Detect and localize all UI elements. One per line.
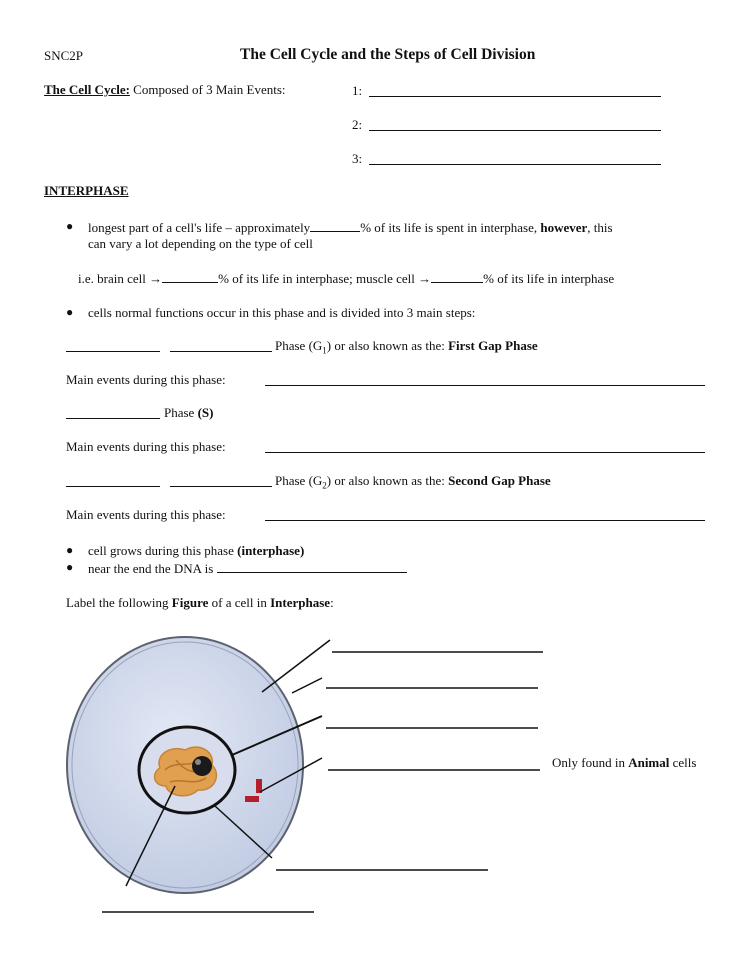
event-1-num: 1: xyxy=(352,83,363,98)
nucleolus xyxy=(192,756,212,776)
pointer-line xyxy=(262,640,330,692)
page-title: The Cell Cycle and the Steps of Cell Division xyxy=(240,46,536,63)
bullet3: cell grows during this phase (interphase) xyxy=(88,543,305,558)
figure-instruction: Label the following Figure of a cell in Interphase: xyxy=(66,595,334,610)
cell-cycle-label: The Cell Cycle: xyxy=(44,82,130,97)
course-code: SNC2P xyxy=(44,48,84,63)
g2-main-events: Main events during this phase: xyxy=(66,507,226,522)
event-3-num: 3: xyxy=(352,151,363,166)
g1-main-events: Main events during this phase: xyxy=(66,372,226,387)
bullet-dot: ● xyxy=(66,543,74,557)
animal-note: Only found in Animal cells xyxy=(552,755,697,770)
bullet2: cells normal functions occur in this phase and is divided into 3 main steps: xyxy=(88,305,476,320)
s-main-events: Main events during this phase: xyxy=(66,439,226,454)
bullet1-line1: longest part of a cell's life – approximately % of its life is spent in interphase, however, this xyxy=(88,220,613,235)
ie-line: i.e. brain cell → % of its life in interphase; muscle cell → % of its life in interphase xyxy=(78,271,615,286)
bullet-dot: ● xyxy=(66,305,74,319)
bullet-dot: ● xyxy=(66,560,74,574)
bullet4: near the end the DNA is xyxy=(88,560,407,577)
centriole-horizontal xyxy=(245,796,259,802)
cell-cycle-text: Composed of 3 Main Events: xyxy=(133,82,286,97)
interphase-heading: INTERPHASE xyxy=(44,183,129,198)
s-label: Phase (S) xyxy=(164,405,214,420)
g2-label: Phase $(G_2)$ or also known as the: Second Gap Phase xyxy=(275,473,551,491)
bullet-dot: ● xyxy=(66,219,74,233)
event-2-num: 2: xyxy=(352,117,363,132)
nucleolus-highlight xyxy=(195,759,201,765)
g1-label: Phase $(G_1)$ or also known as the: First Gap Phase xyxy=(275,338,538,356)
bullet1-line2: can vary a lot depending on the type of cell xyxy=(88,236,313,251)
pointer-line xyxy=(292,678,322,693)
